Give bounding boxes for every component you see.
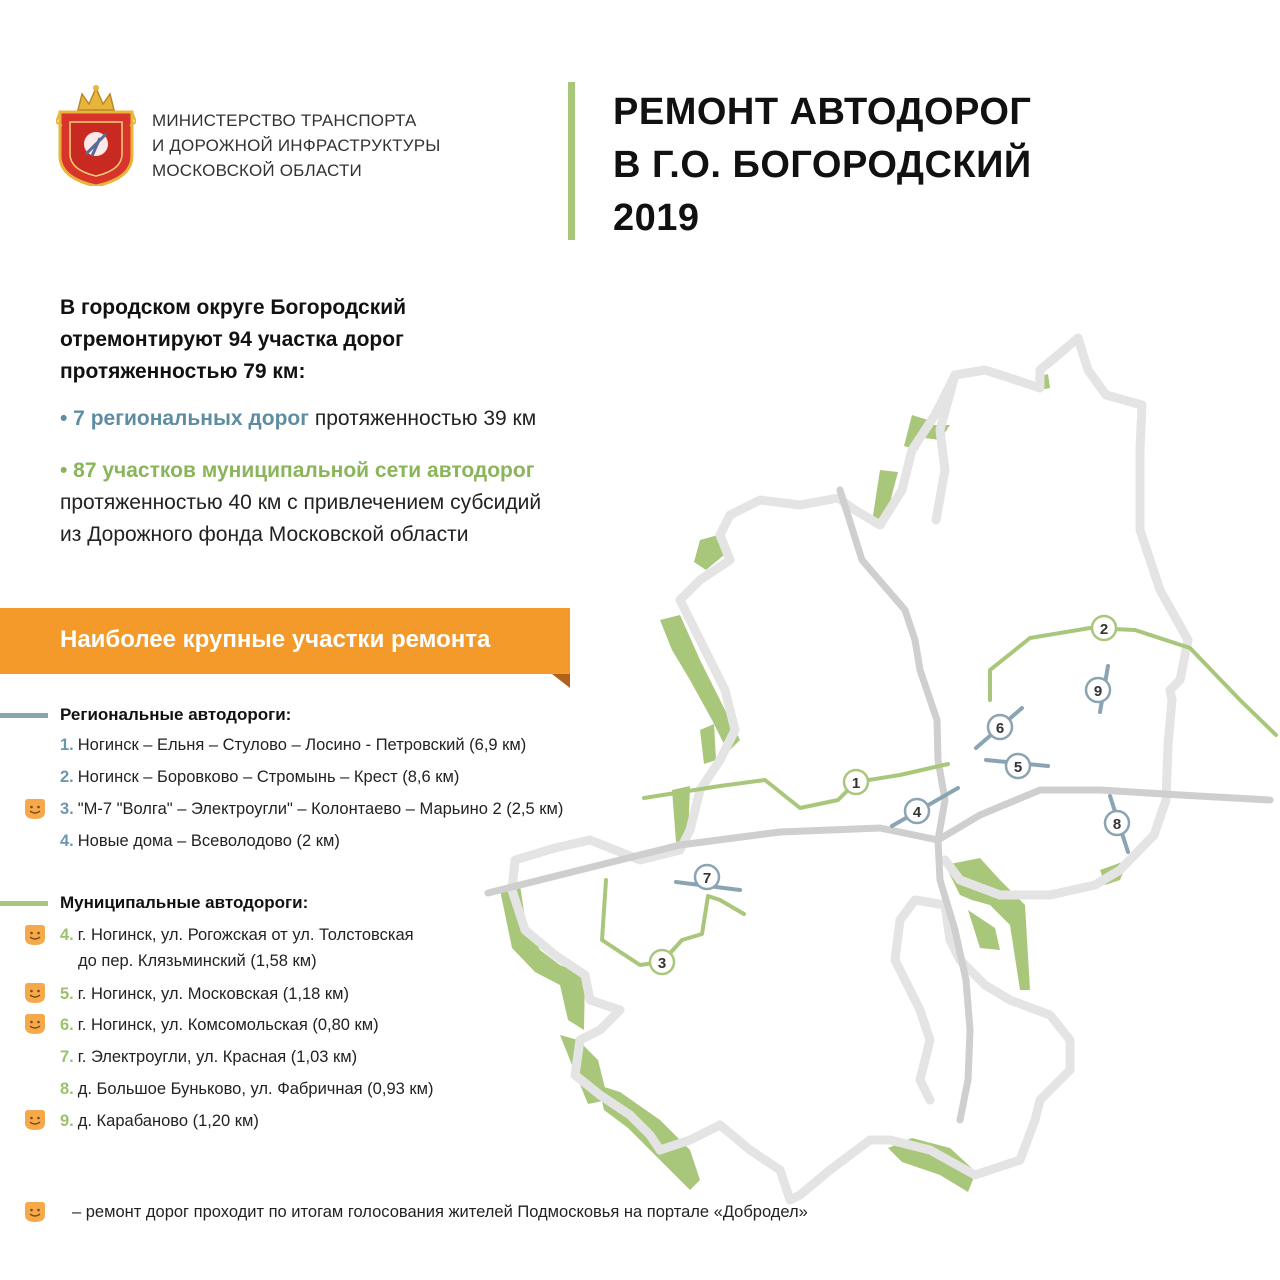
municipal-item-6-text: г. Ногинск, ул. Комсомольская (0,80 км) (77, 1016, 379, 1034)
ministry-line-3: МОСКОВСКОЙ ОБЛАСТИ (152, 161, 362, 180)
regional-item-4-text: Новые дома – Всеволодово (2 км) (77, 832, 340, 850)
bullet-regional-bold: • 7 региональных дорог (60, 407, 309, 430)
municipal-item-4-num: 4. (60, 926, 74, 944)
dobrodel-icon (24, 1201, 46, 1223)
map-marker-municipal-8 (1105, 811, 1129, 835)
map-marker-municipal-6 (988, 715, 1012, 739)
municipal-item-7-text: г. Электроугли, ул. Красная (1,03 км) (77, 1048, 358, 1066)
map-marker-municipal-5 (1006, 754, 1030, 778)
regional-item-1-num: 1. (60, 736, 74, 754)
district-map (470, 320, 1280, 1220)
map-marker-label: 9 (1093, 683, 1103, 700)
bullet-regional-rest: протяженностью 39 км (309, 407, 537, 430)
municipal-strips (500, 374, 1128, 1192)
intro-line-3: протяженностью 79 км: (60, 360, 306, 383)
regional-legend-line (0, 713, 48, 718)
municipal-item-6-num: 6. (60, 1016, 74, 1034)
intro-line-1: В городском округе Богородский (60, 296, 407, 319)
regional-heading: Региональные автодороги: (60, 705, 292, 724)
municipal-heading: Муниципальные автодороги: (60, 893, 309, 912)
regional-item-1 (60, 733, 526, 757)
municipal-item-5-num: 5. (60, 985, 74, 1003)
ministry-line-2: И ДОРОЖНОЙ ИНФРАСТРУКТУРЫ (152, 136, 441, 155)
municipal-item-8-num: 8. (60, 1080, 74, 1098)
intro-text (60, 292, 406, 388)
map-marker-label: 1 (851, 775, 861, 792)
title-line-1: РЕМОНТ АВТОДОРОГ (613, 91, 1032, 133)
municipal-item-4 (60, 923, 414, 947)
map-marker-label: 6 (995, 720, 1005, 737)
regional-item-1-text: Ногинск – Ельня – Стулово – Лосино - Петровский (6,9 км) (77, 736, 527, 754)
bullet-municipal (60, 455, 534, 487)
dobrodel-icon (24, 982, 46, 1004)
municipal-item-9-num: 9. (60, 1112, 74, 1130)
municipal-legend-line (0, 901, 48, 906)
regional-item-4 (60, 829, 340, 853)
dobrodel-icon (24, 798, 46, 820)
municipal-item-4-text: г. Ногинск, ул. Рогожская от ул. Толстовская (77, 926, 414, 944)
map-marker-label: 4 (912, 804, 922, 821)
regional-item-2 (60, 765, 459, 789)
regional-roads (676, 666, 1128, 890)
map-marker-label: 7 (702, 870, 712, 887)
municipal-item-7-num: 7. (60, 1048, 74, 1066)
municipal-item-9 (60, 1109, 259, 1133)
map-marker-regional-4 (905, 799, 929, 823)
page-title (613, 86, 1032, 245)
municipal-item-5 (60, 982, 349, 1006)
header-divider (568, 82, 575, 240)
intro-line-2: отремонтируют 94 участка дорог (60, 328, 404, 351)
regional-item-4-num: 4. (60, 832, 74, 850)
banner-label: Наиболее крупные участки ремонта (60, 626, 491, 653)
bullet-municipal-bold: • 87 участков муниципальной сети автодорог (60, 459, 535, 482)
ministry-line-1: МИНИСТЕРСТВО ТРАНСПОРТА (152, 111, 417, 130)
map-marker-label: 8 (1112, 816, 1122, 833)
map-marker-label: 2 (1099, 621, 1109, 638)
map-marker-regional-1 (844, 770, 868, 794)
map-marker-label: 5 (1013, 759, 1023, 776)
map-marker-regional-3 (650, 950, 674, 974)
map-marker-label: 3 (657, 955, 667, 972)
district-boundaries (512, 338, 1188, 1200)
dobrodel-icon (24, 1109, 46, 1131)
municipal-item-6 (60, 1013, 379, 1037)
bullet-municipal-line-3: из Дорожного фонда Московской области (60, 523, 469, 546)
municipal-item-8-text: д. Большое Буньково, ул. Фабричная (0,93 км) (77, 1080, 434, 1098)
title-line-3: 2019 (613, 197, 700, 239)
map-marker-municipal-9 (1086, 678, 1110, 702)
ministry-name (152, 108, 441, 183)
regional-item-3-num: 3. (60, 800, 74, 818)
municipal-item-7 (60, 1045, 357, 1069)
dobrodel-icon (24, 924, 46, 946)
regional-item-3-text: "М-7 "Волга" – Электроугли" – Колонтаево – Марьино 2 (2,5 км) (77, 800, 564, 818)
title-line-2: В Г.О. БОГОРОДСКИЙ (613, 144, 1032, 186)
municipal-item-4-line-2: до пер. Клязьминский (1,58 км) (78, 952, 317, 970)
bullet-regional (60, 403, 536, 435)
footnote: – ремонт дорог проходит по итогам голосования жителей Подмосковья на портале «Добродел» (72, 1203, 808, 1221)
regional-item-2-text: Ногинск – Боровково – Стромынь – Крест (8,6 км) (77, 768, 460, 786)
dobrodel-icon (24, 1013, 46, 1035)
municipal-item-9-text: д. Карабаново (1,20 км) (77, 1112, 259, 1130)
municipal-item-8 (60, 1077, 433, 1101)
map-marker-municipal-7 (695, 865, 719, 889)
bullet-municipal-line-2: протяженностью 40 км с привлечением субсидий (60, 491, 542, 514)
municipal-item-5-text: г. Ногинск, ул. Московская (1,18 км) (77, 985, 349, 1003)
moscow-oblast-emblem (56, 82, 136, 186)
map-marker-regional-2 (1092, 616, 1116, 640)
regional-item-2-num: 2. (60, 768, 74, 786)
